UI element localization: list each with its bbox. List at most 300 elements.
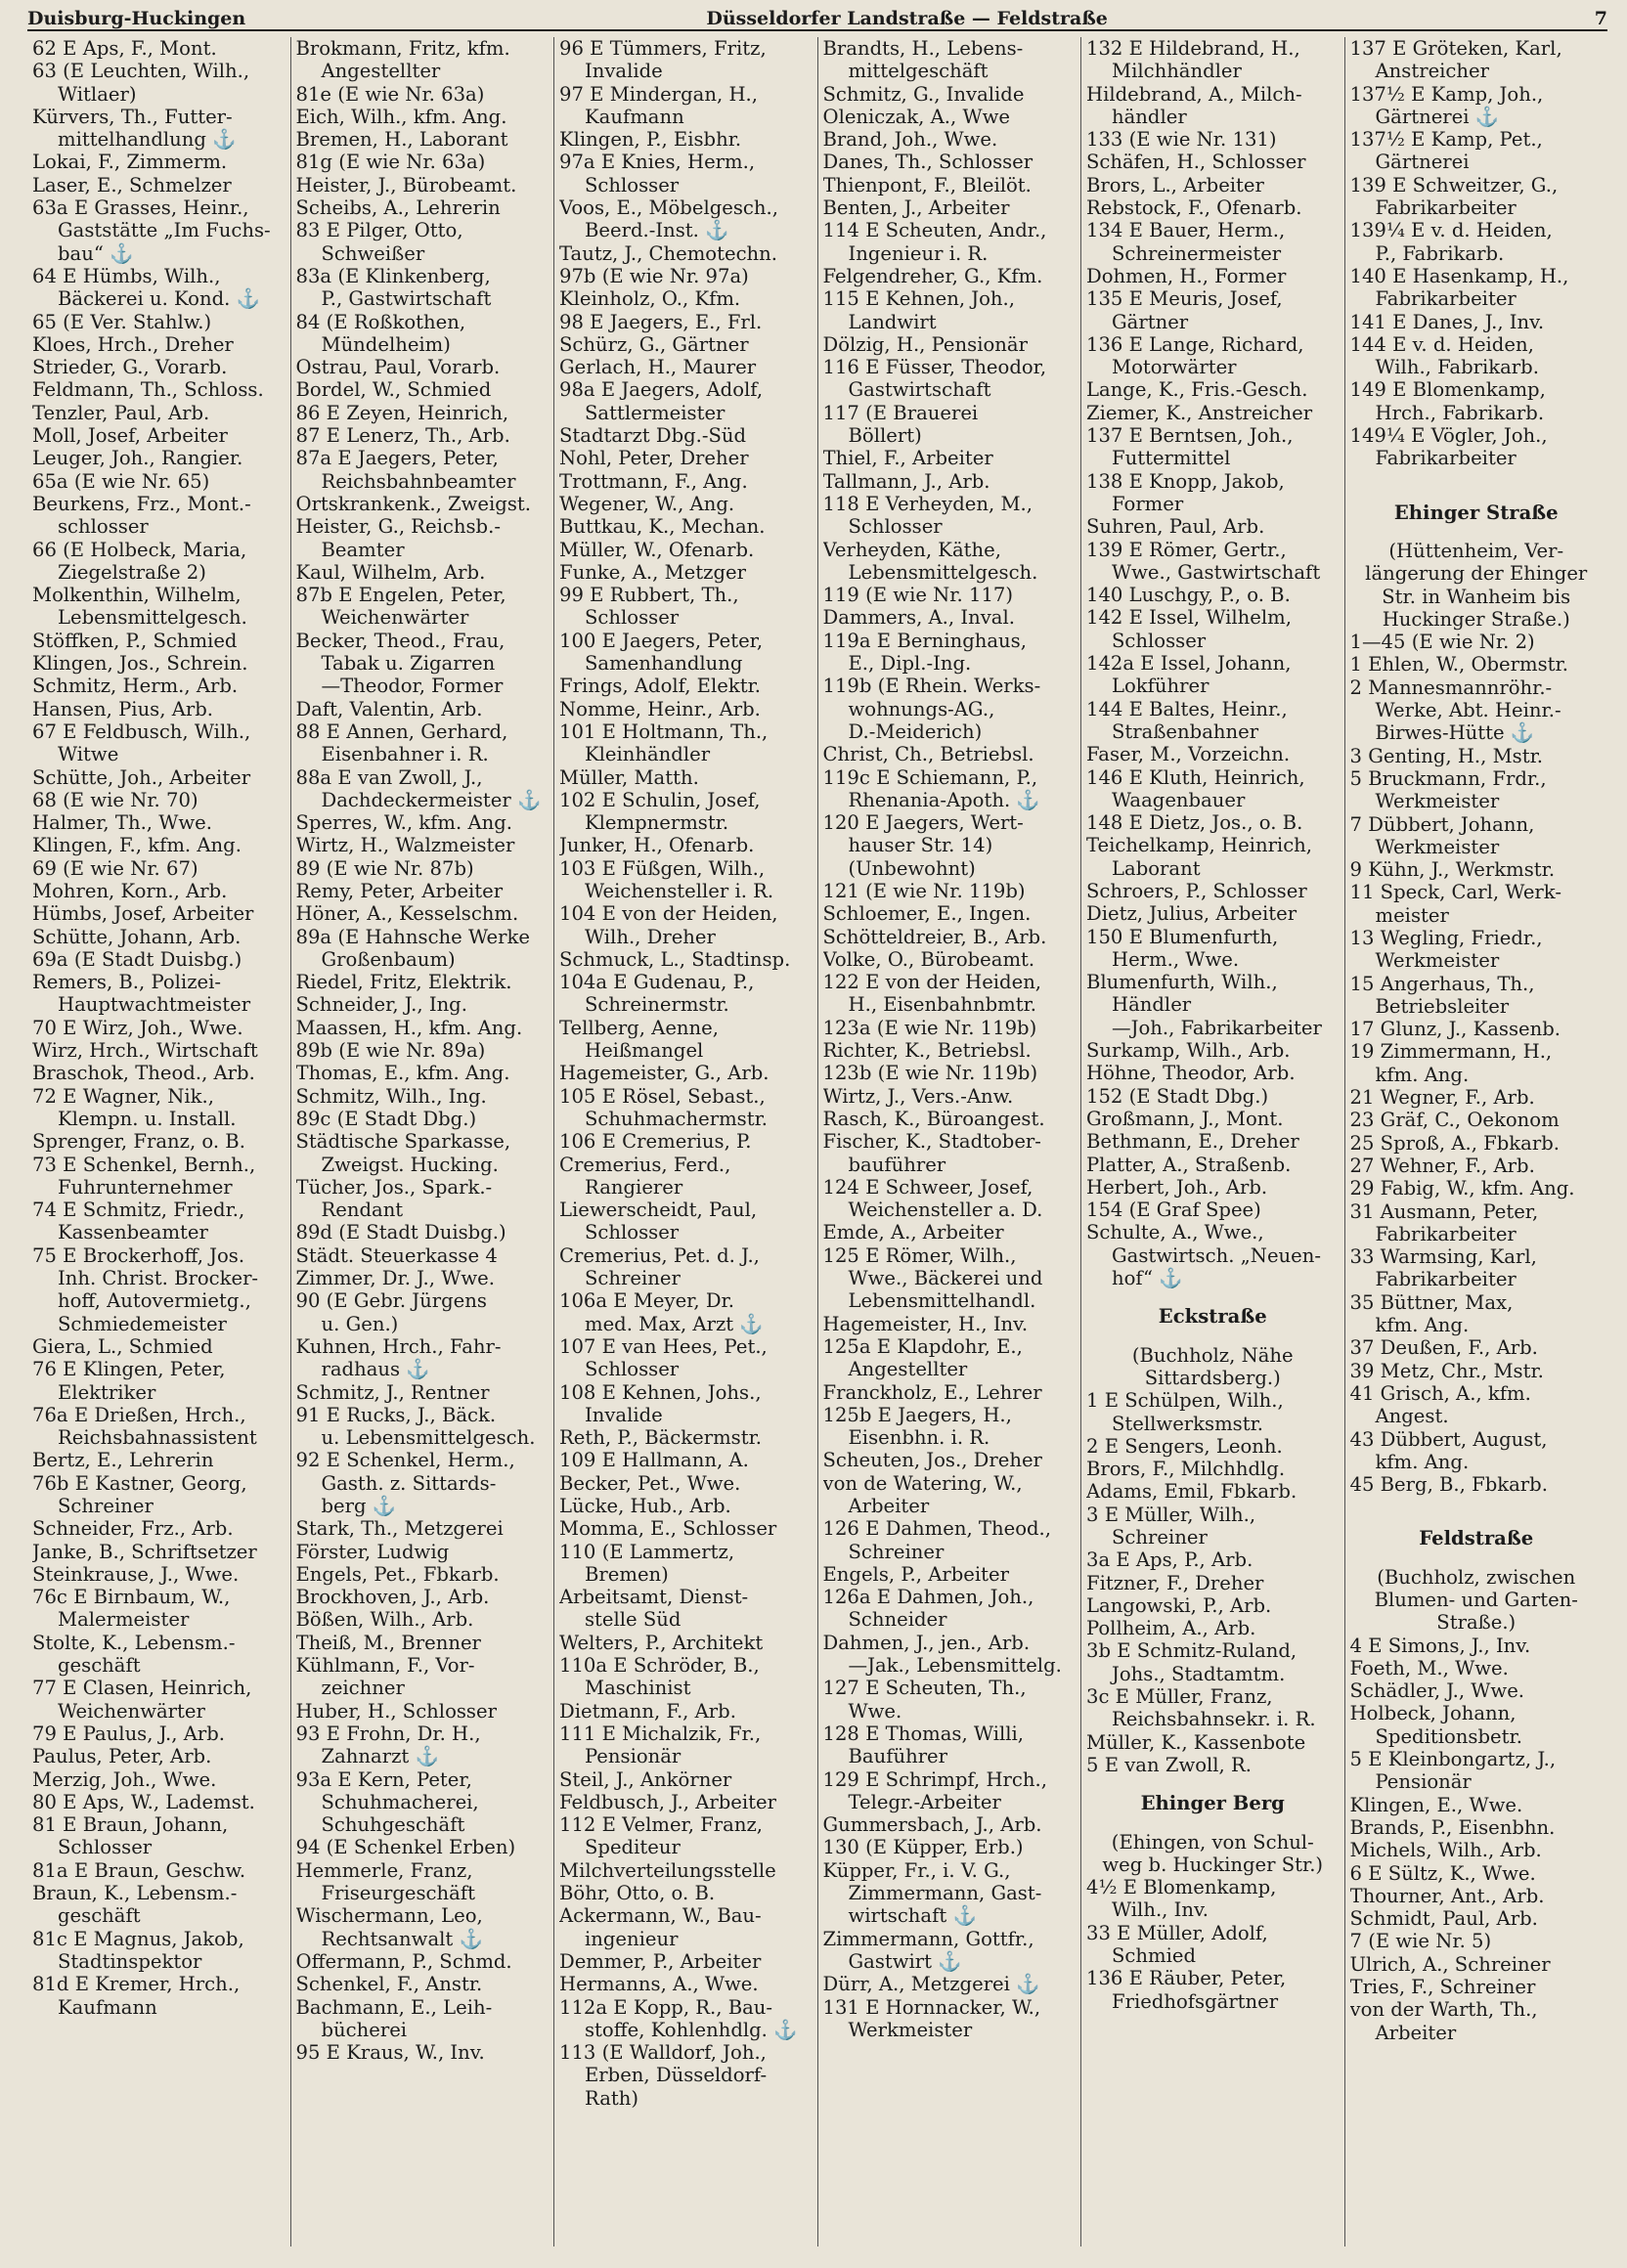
directory-entry: 63a E Grasses, Heinr.,: [32, 196, 249, 220]
directory-entry: 110a E Schröder, B.,: [559, 1654, 760, 1678]
header-left: Duisburg-Huckingen: [27, 8, 246, 29]
directory-entry: 65 (E Ver. Stahlw.): [32, 310, 212, 333]
directory-entry: Nomme, Heinr., Arb.: [559, 697, 761, 720]
directory-entry: u. Gen.): [321, 1312, 399, 1335]
directory-entry: Heister, G., Reichsb.-: [295, 515, 501, 539]
street-note: (Ehingen, von Schul-: [1111, 1830, 1314, 1854]
directory-entry: Zimmer, Dr. J., Wwe.: [295, 1267, 495, 1290]
directory-entry: Friedhofsgärtner: [1112, 1989, 1279, 2013]
directory-entry: radhaus ⚓: [321, 1358, 430, 1381]
directory-entry: Schmuck, L., Stadtinsp.: [559, 947, 791, 971]
directory-entry: 150 E Blumenfurth,: [1086, 925, 1279, 948]
directory-entry: zeichner: [321, 1677, 405, 1700]
directory-entry: Weichenwärter: [58, 1699, 205, 1723]
directory-entry: 110 (E Lammertz,: [559, 1540, 735, 1563]
directory-entry: Speditionsbetr.: [1375, 1724, 1522, 1748]
directory-entry: 87a E Jaegers, Peter,: [295, 447, 499, 470]
directory-entry: Werkmeister: [848, 2018, 973, 2041]
directory-entry: Remy, Peter, Arbeiter: [295, 879, 504, 902]
directory-entry: med. Max, Arzt ⚓: [585, 1312, 764, 1335]
directory-entry: Pensionär: [585, 1745, 682, 1768]
directory-entry: Reichsbahnassistent: [58, 1426, 257, 1450]
directory-entry: Foeth, M., Wwe.: [1349, 1656, 1509, 1679]
directory-entry: Wegener, W., Ang.: [559, 492, 735, 515]
column-6: [1345, 37, 1608, 2246]
directory-entry: Klempnermstr.: [585, 811, 729, 835]
directory-entry: Schmied: [1112, 1944, 1197, 1968]
directory-entry: Angest.: [1375, 1405, 1449, 1428]
directory-entry: P., Gastwirtschaft: [321, 287, 492, 311]
directory-entry: Werke, Abt. Heinr.-: [1375, 699, 1561, 722]
directory-entry: Engels, P., Arbeiter: [822, 1562, 1009, 1586]
directory-entry: Ostrau, Paul, Vorarb.: [295, 356, 501, 379]
directory-entry: Eich, Wilh., kfm. Ang.: [295, 105, 507, 128]
directory-entry: 152 (E Stadt Dbg.): [1086, 1084, 1269, 1108]
directory-entry: 43 Dübbert, August,: [1349, 1427, 1548, 1451]
directory-entry: Paulus, Peter, Arb.: [32, 1745, 212, 1768]
directory-entry: Tenzler, Paul, Arb.: [32, 401, 210, 424]
directory-entry: ingenieur: [585, 1927, 679, 1950]
directory-entry: Witlaer): [58, 82, 137, 106]
directory-entry: Dürr, A., Metzgerei ⚓: [822, 1973, 1040, 1996]
directory-entry: Feldbusch, J., Arbeiter: [559, 1790, 776, 1813]
directory-entry: Lebensmittelhandl.: [848, 1289, 1036, 1313]
directory-entry: Schreiner: [585, 1267, 681, 1290]
directory-entry: 73 E Schenkel, Bernh.,: [32, 1153, 256, 1176]
directory-entry: Rangierer: [585, 1175, 683, 1199]
directory-entry: Blumenfurth, Wilh.,: [1086, 971, 1278, 994]
street-heading: Feldstraße: [1419, 1527, 1534, 1550]
directory-entry: Weichensteller a. D.: [848, 1199, 1043, 1222]
directory-entry: 64 E Hümbs, Wilh.,: [32, 264, 221, 287]
directory-entry: Thomas, E., kfm. Ang.: [295, 1062, 510, 1085]
directory-entry: Waagenbauer: [1112, 788, 1246, 811]
directory-entry: Thienpont, F., Bleilöt.: [822, 173, 1032, 196]
directory-entry: von de Watering, W.,: [822, 1471, 1023, 1495]
directory-entry: Gastwirtsch. „Neuen-: [1112, 1243, 1321, 1267]
directory-entry: bücherei: [321, 2018, 408, 2041]
directory-entry: hof“ ⚓: [1112, 1267, 1183, 1290]
directory-entry: Kloes, Hrch., Dreher: [32, 332, 234, 356]
directory-entry: 144 E Baltes, Heinr.,: [1086, 697, 1288, 720]
directory-entry: Futtermittel: [1112, 447, 1231, 470]
directory-entry: Schloemer, E., Ingen.: [822, 902, 1032, 926]
directory-entry: 3a E Aps, P., Arb.: [1086, 1548, 1253, 1572]
directory-entry: 77 E Clasen, Heinrich,: [32, 1677, 252, 1700]
directory-entry: Betriebsleiter: [1375, 994, 1510, 1018]
directory-entry: 148 E Dietz, Jos., o. B.: [1086, 811, 1303, 835]
directory-entry: Lokführer: [1112, 675, 1209, 698]
directory-entry: Leuger, Joh., Rangier.: [32, 447, 243, 470]
directory-entry: 93a E Kern, Peter,: [295, 1767, 472, 1791]
directory-entry: Molkenthin, Wilhelm,: [32, 584, 242, 607]
directory-entry: 3b E Schmitz-Ruland,: [1086, 1639, 1297, 1663]
directory-entry: 89c (E Stadt Dbg.): [295, 1107, 477, 1130]
directory-entry: 5 E Kleinbongartz, J.,: [1349, 1748, 1557, 1771]
street-note: Sittardsberg.): [1144, 1366, 1281, 1389]
directory-entry: 119b (E Rhein. Werks-: [822, 675, 1041, 698]
directory-entry: Angestellter: [321, 60, 441, 83]
directory-entry: 23 Gräf, C., Oekonom: [1349, 1109, 1560, 1132]
spacer: [1350, 1511, 1604, 1527]
directory-entry: Bordel, W., Schmied: [295, 378, 492, 402]
directory-entry: Faser, M., Vorzeichn.: [1086, 743, 1291, 766]
directory-entry: Bremen): [585, 1562, 669, 1586]
directory-entry: 39 Metz, Chr., Mstr.: [1349, 1359, 1544, 1382]
directory-entry: 131 E Hornnacker, W.,: [822, 1995, 1041, 2019]
directory-entry: Förster, Ludwig: [295, 1540, 450, 1563]
directory-entry: 102 E Schulin, Josef,: [559, 788, 761, 811]
directory-entry: 89a (E Hahnsche Werke: [295, 925, 530, 948]
directory-entry: Schreinermstr.: [585, 993, 729, 1017]
directory-entry: Wwe., Gastwirtschaft: [1112, 560, 1321, 584]
directory-entry: Hansen, Pius, Arb.: [32, 697, 213, 720]
directory-entry: Braschok, Theod., Arb.: [32, 1062, 255, 1085]
directory-entry: Fuhrunternehmer: [58, 1175, 233, 1199]
directory-entry: 79 E Paulus, J., Arb.: [32, 1722, 225, 1745]
directory-entry: 5 E van Zwoll, R.: [1086, 1753, 1252, 1776]
directory-entry: 89b (E wie Nr. 89a): [295, 1039, 486, 1063]
directory-entry: 127 E Scheuten, Th.,: [822, 1677, 1027, 1700]
directory-entry: Motorwärter: [1112, 356, 1237, 379]
directory-entry: 92 E Schenkel, Herm.,: [295, 1449, 515, 1472]
directory-entry: wirtschaft ⚓: [848, 1904, 977, 1928]
directory-entry: Wirtz, H., Walzmeister: [295, 834, 515, 857]
directory-entry: 76c E Birnbaum, W.,: [32, 1586, 231, 1609]
directory-entry: 87b E Engelen, Peter,: [295, 584, 506, 607]
directory-entry: Beurkens, Frz., Mont.-: [32, 492, 251, 515]
street-note: weg b. Huckinger Str.): [1102, 1853, 1324, 1876]
directory-entry: 3c E Müller, Franz,: [1086, 1685, 1273, 1709]
directory-entry: 99 E Rubbert, Th.,: [559, 584, 739, 607]
directory-entry: 67 E Feldbusch, Wilh.,: [32, 720, 251, 743]
column-3: [554, 37, 818, 2246]
directory-entry: Schmitz, Wilh., Ing.: [295, 1084, 487, 1108]
directory-entry: Gummersbach, J., Arb.: [822, 1813, 1042, 1837]
directory-entry: 124 E Schweer, Josef,: [822, 1175, 1033, 1199]
directory-entry: 139 E Schweitzer, G.,: [1349, 173, 1559, 196]
directory-entry: Kürvers, Th., Futter-: [32, 105, 233, 128]
directory-entry: 81 E Braun, Johann,: [32, 1813, 229, 1837]
directory-entry: 81c E Magnus, Jakob,: [32, 1927, 244, 1950]
directory-entry: Brokmann, Fritz, kfm.: [295, 37, 510, 60]
directory-entry: 89 (E wie Nr. 87b): [295, 856, 474, 880]
directory-entry: Werkmeister: [1375, 949, 1500, 973]
directory-entry: 111 E Michalzik, Fr.,: [559, 1722, 762, 1745]
street-note: Blumen- und Garten-: [1374, 1589, 1578, 1611]
directory-entry: Bethmann, E., Dreher: [1086, 1130, 1299, 1154]
directory-entry: Danes, Th., Schlosser: [822, 151, 1033, 174]
directory-entry: Brand, Joh., Wwe.: [822, 128, 998, 152]
directory-entry: Rasch, K., Büroangest.: [822, 1107, 1045, 1130]
directory-entry: 29 Fabig, W., kfm. Ang.: [1349, 1177, 1575, 1200]
directory-entry: Hermanns, A., Wwe.: [559, 1973, 759, 1996]
directory-entry: Holbeck, Johann,: [1349, 1702, 1517, 1725]
directory-entry: 121 (E wie Nr. 119b): [822, 879, 1026, 902]
directory-entry: Ziemer, K., Anstreicher: [1086, 401, 1313, 424]
directory-entry: 76b E Kastner, Georg,: [32, 1471, 247, 1495]
directory-entry: Zweigst. Hucking.: [321, 1153, 499, 1176]
directory-entry: Dahmen, J., jen., Arb.: [822, 1631, 1031, 1654]
directory-entry: Stadtinspektor: [58, 1949, 202, 1973]
directory-entry: 106a E Meyer, Dr.: [559, 1289, 734, 1313]
directory-entry: Inh. Christ. Brocker-: [58, 1267, 259, 1290]
directory-entry: Milchhändler: [1112, 60, 1242, 83]
directory-entry: Rendant: [321, 1199, 404, 1222]
spacer: [1350, 524, 1604, 540]
directory-entry: Arbeiter: [1375, 2021, 1457, 2044]
directory-entry: Frings, Adolf, Elektr.: [559, 675, 762, 698]
directory-entry: hoff, Autovermietg.,: [58, 1289, 251, 1313]
directory-entry: Ackermann, W., Bau-: [559, 1904, 762, 1928]
directory-entry: 138 E Knopp, Jakob,: [1086, 469, 1285, 493]
page-number: 7: [1594, 8, 1607, 29]
directory-entry: Werkmeister: [1375, 790, 1500, 813]
directory-entry: Hagemeister, H., Inv.: [822, 1312, 1029, 1335]
directory-entry: 134 E Bauer, Herm.,: [1086, 219, 1286, 242]
directory-entry: 7 Dübbert, Johann,: [1349, 812, 1535, 836]
directory-entry: Schuhmachermstr.: [585, 1107, 769, 1130]
directory-entry: Höhne, Theodor, Arb.: [1086, 1062, 1296, 1085]
directory-entry: Stark, Th., Metzgerei: [295, 1517, 504, 1541]
directory-entry: 80 E Aps, W., Lademst.: [32, 1790, 255, 1813]
directory-entry: Johs., Stadtamtm.: [1112, 1662, 1286, 1685]
directory-entry: Fischer, K., Stadtober-: [822, 1130, 1041, 1154]
directory-entry: Anstreicher: [1375, 60, 1489, 83]
directory-entry: 137½ E Kamp, Joh.,: [1349, 82, 1544, 106]
directory-entry: Brockhoven, J., Arb.: [295, 1586, 490, 1609]
directory-entry: 119a E Berninghaus,: [822, 629, 1027, 652]
directory-entry: Mündelheim): [321, 332, 451, 356]
directory-entry: 98a E Jaegers, Adolf,: [559, 378, 764, 402]
directory-entry: Dohmen, H., Former: [1086, 264, 1287, 287]
directory-entry: 115 E Kehnen, Joh.,: [822, 287, 1016, 311]
directory-entry: Brands, P., Eisenbhn.: [1349, 1815, 1556, 1839]
column-4: [818, 37, 1082, 2246]
directory-entry: Pollheim, A., Arb.: [1086, 1617, 1256, 1640]
directory-entry: Hümbs, Josef, Arbeiter: [32, 902, 254, 926]
directory-entry: Elektriker: [58, 1380, 156, 1404]
directory-entry: 76a E Drießen, Hrch.,: [32, 1403, 246, 1426]
directory-entry: Herm., Wwe.: [1112, 947, 1240, 971]
directory-entry: 97 E Mindergan, H.,: [559, 82, 758, 106]
directory-entry: 27 Wehner, F., Arb.: [1349, 1154, 1535, 1177]
directory-entry: 1 Ehlen, W., Obermstr.: [1349, 653, 1568, 676]
directory-entry: Wilh., Dreher: [585, 925, 716, 948]
directory-entry: Angestellter: [848, 1358, 968, 1381]
directory-entry: Hauptwachtmeister: [58, 993, 251, 1017]
street-heading: Eckstraße: [1158, 1305, 1267, 1329]
directory-entry: Wirz, Hrch., Wirtschaft: [32, 1039, 258, 1063]
directory-entry: Schürz, G., Gärtner: [559, 332, 749, 356]
directory-entry: Steinkrause, J., Wwe.: [32, 1562, 240, 1586]
directory-entry: 133 (E wie Nr. 131): [1086, 128, 1277, 152]
directory-entry: 97a E Knies, Herm.,: [559, 151, 756, 174]
directory-entry: 103 E Füßgen, Wilh.,: [559, 856, 766, 880]
directory-entry: Schuhmacherei,: [321, 1790, 479, 1813]
directory-entry: Brors, F., Milchhdlg.: [1086, 1458, 1286, 1481]
directory-entry: 65a (E wie Nr. 65): [32, 469, 210, 493]
directory-entry: Arbeiter: [848, 1495, 930, 1517]
directory-entry: Wirtz, J., Vers.-Anw.: [822, 1084, 1014, 1108]
directory-entry: Schlosser: [848, 515, 943, 539]
directory-entry: Former: [1112, 492, 1184, 515]
directory-entry: Hildebrand, A., Milch-: [1086, 82, 1302, 106]
directory-entry: geschäft: [58, 1654, 141, 1678]
directory-entry: 1—45 (E wie Nr. 2): [1349, 631, 1535, 654]
spacer: [1350, 1496, 1604, 1511]
directory-entry: Arbeitsamt, Dienst-: [559, 1586, 749, 1609]
directory-entry: Fabrikarbeiter: [1375, 1222, 1517, 1245]
directory-entry: Heißmangel: [585, 1039, 704, 1063]
directory-entry: Städt. Steuerkasse 4: [295, 1243, 498, 1267]
directory-entry: 69a (E Stadt Duisbg.): [32, 947, 242, 971]
directory-entry: 98 E Jaegers, E., Frl.: [559, 310, 763, 333]
directory-entry: 125b E Jaegers, H.,: [822, 1403, 1012, 1426]
directory-entry: Brors, L., Arbeiter: [1086, 173, 1264, 196]
directory-entry: Bertz, E., Lehrerin: [32, 1449, 214, 1472]
header-title: Düsseldorfer Landstraße — Feldstraße: [706, 8, 1108, 29]
directory-entry: Spediteur: [585, 1836, 681, 1859]
directory-entry: Schötteldreier, B., Arb.: [822, 925, 1047, 948]
column-2: [291, 37, 555, 2246]
street-note: Huckinger Straße.): [1382, 607, 1570, 631]
directory-entry: 104a E Gudenau, P.,: [559, 971, 755, 994]
directory-entry: Kuhnen, Hrch., Fahr-: [295, 1334, 502, 1358]
directory-entry: 146 E Kluth, Heinrich,: [1086, 765, 1305, 789]
directory-entry: Eisenbahner i. R.: [321, 743, 489, 766]
directory-entry: Malermeister: [58, 1608, 190, 1632]
directory-entry: Schmitz, J., Rentner: [295, 1380, 490, 1404]
directory-entry: Ziegelstraße 2): [58, 560, 206, 584]
directory-entry: Tries, F., Schreiner: [1349, 1976, 1536, 1999]
directory-entry: 125a E Klapdohr, E.,: [822, 1334, 1023, 1358]
directory-entry: 142a E Issel, Johann,: [1086, 652, 1292, 676]
directory-entry: Sprenger, Franz, o. B.: [32, 1130, 245, 1154]
directory-entry: 7 (E wie Nr. 5): [1349, 1930, 1492, 1953]
directory-entry: u. Lebensmittelgesch.: [321, 1426, 536, 1450]
column-5: [1081, 37, 1345, 2246]
spacer: [1086, 1329, 1340, 1344]
directory-entry: Halmer, Th., Wwe.: [32, 811, 212, 835]
directory-entry: Bachmann, E., Leih-: [295, 1995, 493, 2019]
directory-entry: Schlosser: [1112, 629, 1207, 652]
directory-entry: von der Warth, Th.,: [1349, 1998, 1538, 2022]
directory-entry: Schneider: [848, 1608, 947, 1632]
directory-entry: berg ⚓: [321, 1495, 397, 1517]
directory-entry: 123a (E wie Nr. 119b): [822, 1016, 1037, 1039]
directory-entry: Klingen, F., kfm. Ang.: [32, 834, 242, 857]
directory-entry: Großmann, J., Mont.: [1086, 1107, 1284, 1130]
directory-entry: Schlosser: [585, 1358, 680, 1381]
directory-entry: Gaststätte „Im Fuchs-: [58, 219, 271, 242]
directory-entry: 142 E Issel, Wilhelm,: [1086, 606, 1292, 630]
directory-entry: 2 Mannesmannröhr.-: [1349, 676, 1553, 699]
directory-entry: Zimmermann, Gottfr.,: [822, 1927, 1034, 1950]
directory-entry: Offermann, P., Schmd.: [295, 1949, 512, 1973]
directory-entry: 84 (E Roßkothen,: [295, 310, 466, 333]
directory-entry: 126 E Dahmen, Theod.,: [822, 1517, 1051, 1541]
directory-entry: Schulte, A., Wwe.,: [1086, 1221, 1264, 1244]
directory-entry: 41 Grisch, A., kfm.: [1349, 1381, 1531, 1405]
directory-entry: 109 E Hallmann, A.: [559, 1449, 749, 1472]
directory-entry: Hemmerle, Franz,: [295, 1858, 473, 1882]
directory-entry: Schweißer: [321, 241, 425, 265]
directory-entry: Müller, W., Ofenarb.: [559, 538, 755, 561]
directory-entry: Thiel, F., Arbeiter: [822, 447, 993, 470]
street-heading: Ehinger Straße: [1393, 501, 1559, 524]
directory-entry: Nohl, Peter, Dreher: [559, 447, 749, 470]
directory-entry: Schuhgeschäft: [321, 1813, 465, 1837]
directory-entry: Sperres, W., kfm. Ang.: [295, 811, 513, 835]
directory-entry: Reichsbahnsekr. i. R.: [1112, 1708, 1316, 1731]
directory-entry: Samenhandlung: [585, 652, 743, 676]
directory-entry: Dietz, Julius, Arbeiter: [1086, 902, 1297, 926]
directory-entry: 81e (E wie Nr. 63a): [295, 82, 485, 106]
directory-entry: 83a (E Klinkenberg,: [295, 264, 491, 287]
directory-entry: Scheibs, A., Lehrerin: [295, 196, 501, 220]
street-note: (Hüttenheim, Ver-: [1388, 539, 1564, 562]
directory-entry: Thourner, Ant., Arb.: [1349, 1884, 1545, 1907]
directory-entry: kfm. Ang.: [1375, 1450, 1470, 1473]
directory-entry: Junker, H., Ofenarb.: [559, 834, 755, 857]
directory-entry: 83 E Pilger, Otto,: [295, 219, 463, 242]
directory-entry: H., Eisenbahnbmtr.: [848, 993, 1037, 1017]
directory-entry: Fabrikarbeiter: [1375, 287, 1517, 311]
directory-entry: Schlosser: [585, 1221, 680, 1244]
directory-entry: Voos, E., Möbelgesch.,: [559, 196, 778, 220]
directory-entry: 120 E Jaegers, Wert-: [822, 811, 1024, 835]
directory-entry: Verheyden, Käthe,: [822, 538, 1001, 561]
directory-entry: 96 E Tümmers, Fritz,: [559, 37, 767, 60]
directory-entry: wohnungs-AG.,: [848, 697, 995, 720]
street-note: Str. in Wanheim bis: [1382, 585, 1571, 608]
directory-entry: 149 E Blomenkamp,: [1349, 378, 1546, 402]
spacer: [1350, 1550, 1604, 1566]
directory-entry: 112a E Kopp, R., Bau-: [559, 1995, 773, 2019]
directory-entry: 69 (E wie Nr. 67): [32, 856, 198, 880]
directory-entry: Stolte, K., Lebensm.-: [32, 1631, 236, 1654]
directory-entry: Rechtsanwalt ⚓: [321, 1927, 483, 1950]
directory-entry: Moll, Josef, Arbeiter: [32, 424, 228, 448]
directory-entry: 87 E Lenerz, Th., Arb.: [295, 424, 510, 448]
directory-entry: Teichelkamp, Heinrich,: [1086, 834, 1313, 857]
directory-entry: Dietmann, F., Arb.: [559, 1699, 736, 1723]
directory-entry: Engels, Pet., Fbkarb.: [295, 1562, 500, 1586]
directory-entry: Ulrich, A., Schreiner: [1349, 1952, 1551, 1976]
directory-entry: Schroers, P., Schlosser: [1086, 879, 1307, 902]
directory-entry: (Unbewohnt): [848, 856, 976, 880]
directory-entry: 125 E Römer, Wilh.,: [822, 1243, 1017, 1267]
directory-entry: Gärtnerei ⚓: [1375, 105, 1500, 128]
directory-entry: Wilh., Fabrikarb.: [1375, 356, 1539, 379]
directory-entry: händler: [1112, 105, 1187, 128]
directory-entry: 91 E Rucks, J., Bäck.: [295, 1403, 497, 1426]
directory-entry: Müller, K., Kassenbote: [1086, 1730, 1306, 1754]
directory-entry: Gastwirtschaft: [848, 378, 991, 402]
directory-entry: Zahnarzt ⚓: [321, 1745, 439, 1768]
directory-entry: 139 E Römer, Gertr.,: [1086, 538, 1287, 561]
directory-entry: —Jak., Lebensmittelg.: [848, 1654, 1062, 1678]
directory-entry: 141 E Danes, J., Inv.: [1349, 310, 1545, 333]
directory-entry: 149¼ E Vögler, Joh.,: [1349, 424, 1548, 448]
directory-entry: Milchverteilungsstelle: [559, 1858, 776, 1882]
directory-entry: Laborant: [1112, 856, 1201, 880]
directory-entry: Platter, A., Straßenb.: [1086, 1153, 1292, 1176]
directory-entry: Janke, B., Schriftsetzer: [32, 1540, 257, 1563]
directory-entry: Schreiner: [848, 1540, 945, 1563]
directory-entry: Schmiedemeister: [58, 1312, 227, 1335]
